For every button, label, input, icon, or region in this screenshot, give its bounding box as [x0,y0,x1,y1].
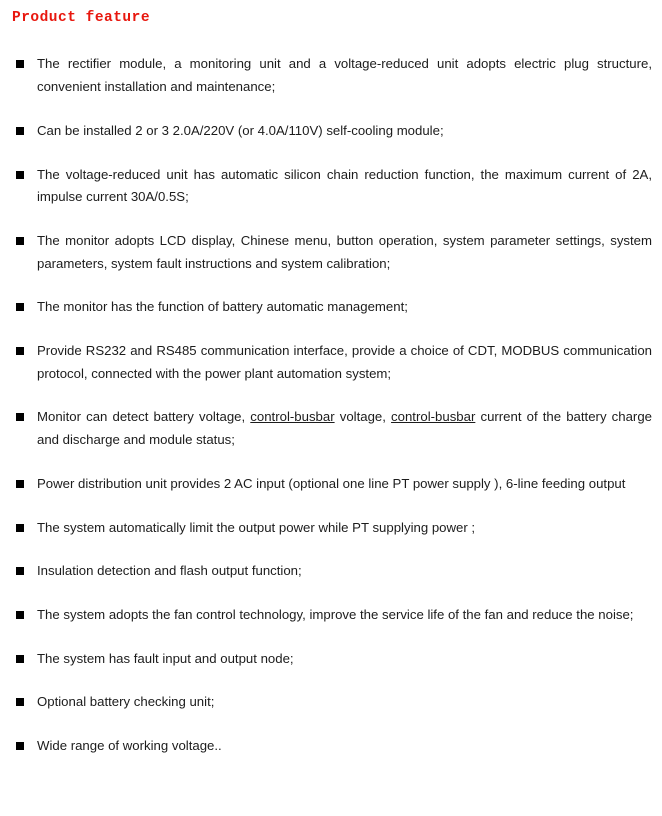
list-item [8,340,654,385]
list-item-with-underlined-terms [8,406,654,451]
square-bullet-icon [16,237,24,245]
list-item [8,473,654,496]
list-item [8,648,654,671]
square-bullet-icon [16,567,24,575]
list-item-text: Insulation detection and flash output function; [37,563,302,579]
square-bullet-icon [16,524,24,532]
underlined-term: control-busbar [250,409,335,425]
list-item-text: Monitor can detect battery voltage, control-busbar voltage, control-busbar current of the battery charge and discharge and module status; [37,409,652,448]
list-item-text: Wide range of working voltage.. [37,738,222,754]
square-bullet-icon [16,655,24,663]
list-item [8,604,654,627]
list-item [8,691,654,714]
list-item [8,230,654,275]
square-bullet-icon [16,171,24,179]
list-item-text: Provide RS232 and RS485 communication interface, provide a choice of CDT, MODBUS communication protocol, connected with the power plant automation system; [37,343,652,381]
list-item-text: The voltage-reduced unit has automatic silicon chain reduction function, the maximum current of 2A, impulse current 30A/0.5S; [37,166,652,205]
square-bullet-icon [16,742,24,750]
list-item-text: Power distribution unit provides 2 AC input (optional one line PT power supply ), 6-line feeding output [37,475,626,491]
square-bullet-icon [16,347,24,355]
list-item [8,53,654,98]
list-item-text: The system adopts the fan control technology, improve the service life of the fan and reduce the noise; [37,606,634,622]
list-item-text: The monitor adopts LCD display, Chinese menu, button operation, system parameter settings, system parameters, system fault instructions and system calibration; [37,232,652,271]
list-item [8,120,654,143]
square-bullet-icon [16,611,24,619]
square-bullet-icon [16,60,24,68]
square-bullet-icon [16,413,24,421]
list-item-text: Can be installed 2 or 3 2.0A/220V (or 4.0A/110V) self-cooling module; [37,122,444,138]
list-item-text: The monitor has the function of battery automatic management; [37,299,408,315]
list-item [8,735,654,758]
list-item-text: The system automatically limit the output power while PT supplying power ; [37,519,476,535]
square-bullet-icon [16,480,24,488]
underlined-term: control-busbar [391,409,476,425]
list-item [8,296,654,319]
list-item-text: The rectifier module, a monitoring unit and a voltage-reduced unit adopts electric plug structure, convenient installation and maintenance; [37,56,652,95]
list-item [8,560,654,583]
list-item [8,517,654,540]
square-bullet-icon [16,127,24,135]
square-bullet-icon [16,303,24,311]
list-item [8,164,654,209]
page-title: Product feature [12,10,151,26]
product-feature-list [8,53,654,757]
list-item-text: The system has fault input and output node; [37,650,294,666]
list-item-text: Optional battery checking unit; [37,694,215,710]
square-bullet-icon [16,698,24,706]
